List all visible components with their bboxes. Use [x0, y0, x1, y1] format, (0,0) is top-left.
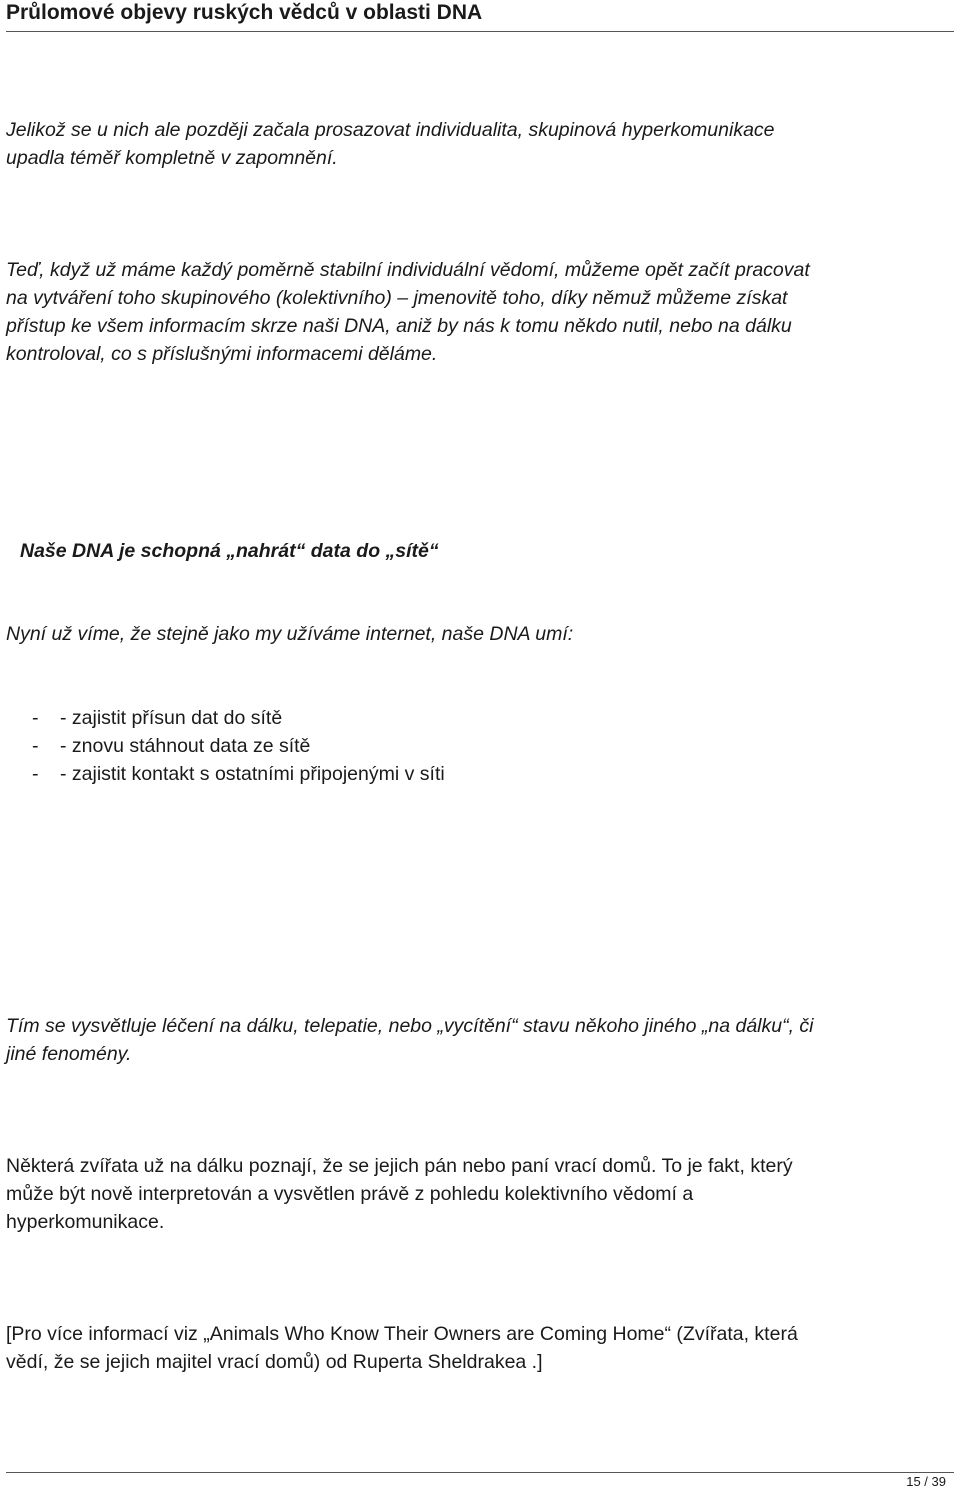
list-item-text: - zajistit kontakt s ostatními připojenými v síti: [60, 763, 445, 785]
paragraph-individuality: [6, 116, 954, 172]
paragraph-line: vědí, že se jejich majitel vrací domů) od Ruperta Sheldrakea .]: [6, 1351, 543, 1373]
list-item: [6, 760, 445, 788]
page-number: 15 / 39: [906, 1474, 946, 1489]
paragraph-collective-consciousness: [6, 256, 954, 368]
paragraph-line: Nyní už víme, že stejně jako my užíváme internet, naše DNA umí:: [6, 623, 574, 645]
paragraph-line: Některá zvířata už na dálku poznají, že se jejich pán nebo paní vrací domů. To je fakt, který: [6, 1155, 793, 1177]
paragraph-line: hyperkomunikace.: [6, 1211, 165, 1233]
paragraph-line: upadla téměř kompletně v zapomnění.: [6, 147, 338, 169]
list-item-text: - znovu stáhnout data ze sítě: [60, 735, 311, 757]
section-heading: Naše DNA je schopná „nahrát“ data do „sítě“: [20, 540, 439, 562]
paragraph-line: kontroloval, co s příslušnými informacemi děláme.: [6, 343, 438, 365]
paragraph-line: Teď, když už máme každý poměrně stabilní individuální vědomí, můžeme opět začít pracovat: [6, 259, 810, 281]
paragraph-line: může být nově interpretován a vysvětlen právě z pohledu kolektivního vědomí a: [6, 1183, 694, 1205]
header-divider: [6, 31, 954, 32]
paragraph-animals: [6, 1152, 954, 1236]
paragraph-line: [Pro více informací viz „Animals Who Know Their Owners are Coming Home“ (Zvířata, která: [6, 1323, 798, 1345]
paragraph-telepathy: [6, 1012, 954, 1068]
paragraph-line: Tím se vysvětluje léčení na dálku, telepatie, nebo „vycítění“ stavu někoho jiného „na dálku“, či: [6, 1015, 814, 1037]
paragraph-line: jiné fenomény.: [6, 1043, 132, 1065]
paragraph-line: na vytváření toho skupinového (kolektivního) – jmenovitě toho, díky němuž můžeme získat: [6, 287, 788, 309]
paragraph-line: přístup ke všem informacím skrze naši DNA, aniž by nás k tomu někdo nutil, nebo na dálku: [6, 315, 792, 337]
paragraph-reference: [6, 1320, 954, 1376]
intro-line: [6, 620, 954, 648]
capabilities-list: [6, 704, 445, 788]
list-item-text: - zajistit přísun dat do sítě: [60, 707, 283, 729]
list-marker: -: [32, 763, 39, 785]
list-item: [6, 732, 445, 760]
footer-divider: [6, 1472, 954, 1473]
list-marker: -: [32, 735, 39, 757]
list-marker: -: [32, 707, 39, 729]
document-title: Průlomové objevy ruských vědců v oblasti DNA: [6, 1, 483, 24]
paragraph-line: Jelikož se u nich ale později začala prosazovat individualita, skupinová hyperkomunikace: [6, 119, 775, 141]
list-item: [6, 704, 445, 732]
